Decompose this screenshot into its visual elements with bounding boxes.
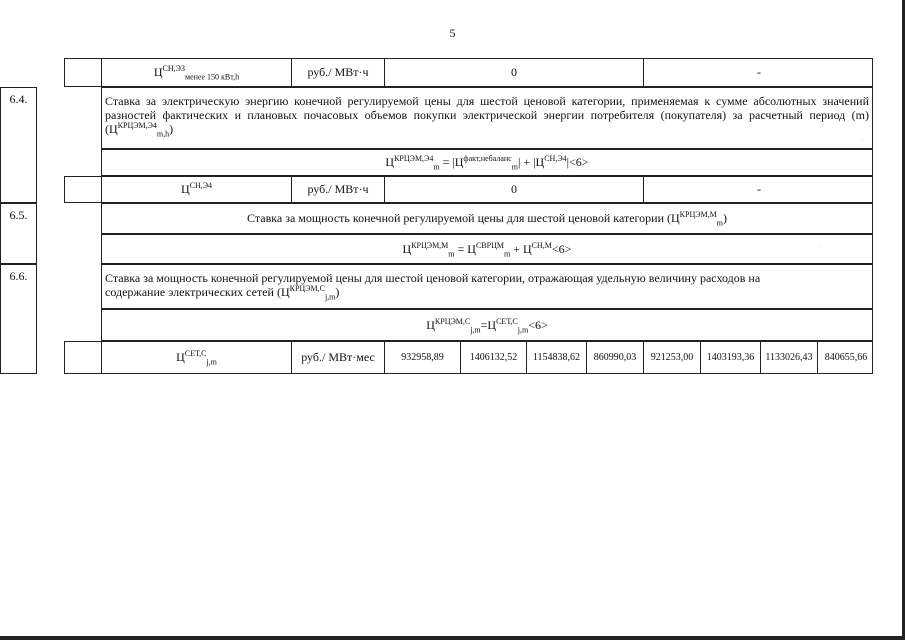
table-row	[64, 58, 873, 87]
section-number-6-5: 6.5.	[0, 203, 37, 264]
unit-cell: руб./ МВт·ч	[291, 177, 384, 202]
page-number: 5	[449, 26, 456, 40]
section-number-6-4: 6.4.	[0, 87, 37, 203]
symbol-cell: $Ц^{СН,Э4}$	[101, 177, 291, 202]
value-cell: 0	[384, 177, 643, 202]
section-number-6-6: 6.6.	[0, 264, 37, 374]
table-row	[64, 176, 873, 203]
value-cell-4: 860990,03	[586, 342, 643, 373]
scan-speck: ·	[820, 244, 822, 250]
value-cell-8: 840655,66	[817, 342, 874, 373]
unit-cell: руб./ МВт·ч	[291, 59, 384, 86]
scan-edge-bottom	[0, 636, 905, 640]
section-6-5-formula: $Ц^{КРЦЭМ,М}_m = Ц^{СВРЦМ}_m + Ц^{СН,М}<6>$	[101, 234, 873, 264]
section-6-6-description	[101, 264, 873, 309]
section-6-6-text: Ставка за мощность конечной регулируемой цены для шестой ценовой категории, отражающая удельную величину расходов на содержание электрических сетей $(Ц^{КРЦЭМ,С}_{j,m})$	[105, 271, 761, 302]
value-cell-6: 1403193,36	[700, 342, 760, 373]
dash-cell: -	[643, 59, 874, 86]
symbol-cell: $Ц^{СЕТ,С}_{j,m}$	[101, 342, 291, 373]
dash-cell: -	[643, 177, 874, 202]
value-cell-1: 932958,89	[384, 342, 460, 373]
table-row	[64, 341, 873, 374]
symbol-cell: $Ц^{СН,ЭЗ}_{менее 150 кВт,h}$	[101, 59, 291, 86]
section-6-4-description	[101, 87, 873, 149]
section-6-4-formula: $Ц^{КРЦЭМ,Э4}_m = |Ц^{факт,небаланс}_m| + |Ц^{СН,Э4}|<6>$	[101, 149, 873, 176]
value-cell-2: 1406132,52	[460, 342, 526, 373]
section-6-4-text: Ставка за электрическую энергию конечной регулируемой цены для шестой ценовой категории, применяемая к сумме абсолютных значений разностей фактических и плановых почасовых объемов покупки электрической энергии потребителя (покупателя) за расчетный период (m) $(Ц^{КРЦЭМ,Э4}_{m,h})$	[105, 94, 869, 139]
value-cell-3: 1154838,62	[526, 342, 586, 373]
unit-cell: руб./ МВт·мес	[291, 342, 384, 373]
value-cell-7: 1133026,43	[760, 342, 817, 373]
value-cell: 0	[384, 59, 643, 86]
scan-speck: ·	[861, 138, 863, 144]
section-6-5-title: Ставка за мощность конечной регулируемой цены для шестой ценовой категории $(Ц^{КРЦЭМ,М}_m)$	[101, 203, 873, 234]
value-cell-5: 921253,00	[643, 342, 700, 373]
section-6-6-formula: $Ц^{КРЦЭМ,С}_{j,m}=Ц^{СЕТ,С}_{j,m}<6>$	[101, 309, 873, 341]
